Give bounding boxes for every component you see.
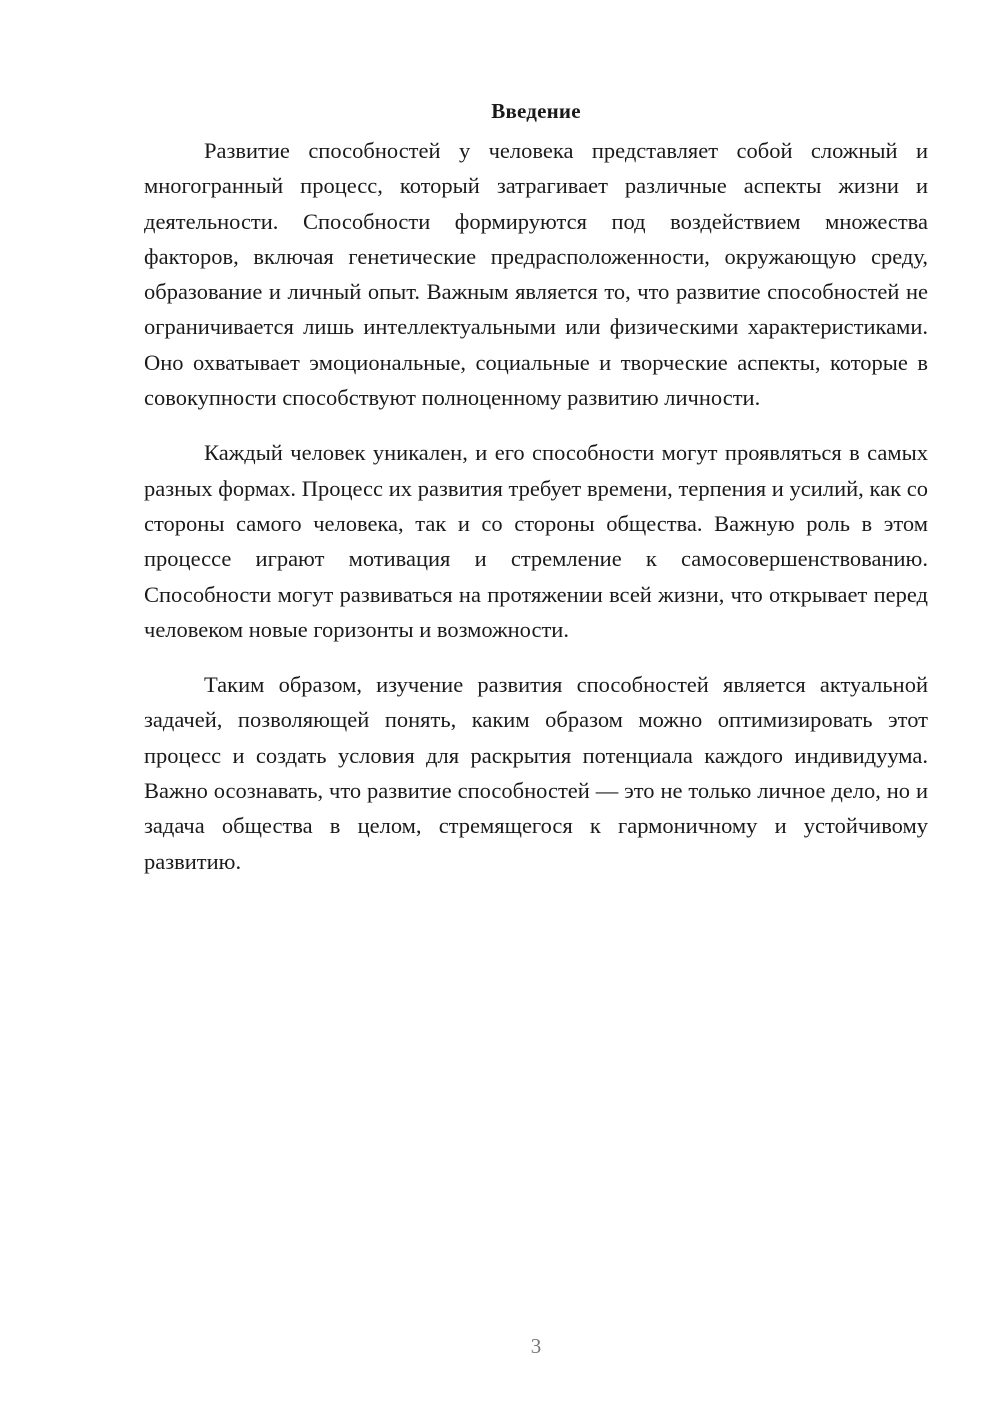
- section-title: Введение: [491, 99, 581, 123]
- paragraph-1: Развитие способностей у человека представляет собой сложный и многогранный процесс, который затрагивает различные аспекты жизни и деятельности. Способности формируются под воздействием множества факторов, включая генетические предрасположенности, окружающую среду, образование и личный опыт. Важным является то, что развитие способностей не ограничивается лишь интеллектуальными или физическими характеристиками. Оно охватывает эмоциональные, социальные и творческие аспекты, которые в совокупности способствуют полноценному развитию личности.: [144, 138, 928, 411]
- page-number: 3: [530, 1334, 542, 1358]
- paragraph-2: Каждый человек уникален, и его способности могут проявляться в самых разных формах. Процесс их развития требует времени, терпения и усилий, как со стороны самого человека, так и со стороны общества. Важную роль в этом процессе играют мотивация и стремление к самосовершенствованию. Способности могут развиваться на протяжении всей жизни, что открывает перед человеком новые горизонты и возможности.: [144, 440, 928, 642]
- page-content: [144, 95, 928, 899]
- paragraph-3: Таким образом, изучение развития способностей является актуальной задачей, позволяющей понять, каким образом можно оптимизировать этот процесс и создать условия для раскрытия потенциала каждого индивидуума. Важно осознавать, что развитие способностей — это не только личное дело, но и задача общества в целом, стремящегося к гармоничному и устойчивому развитию.: [144, 672, 928, 874]
